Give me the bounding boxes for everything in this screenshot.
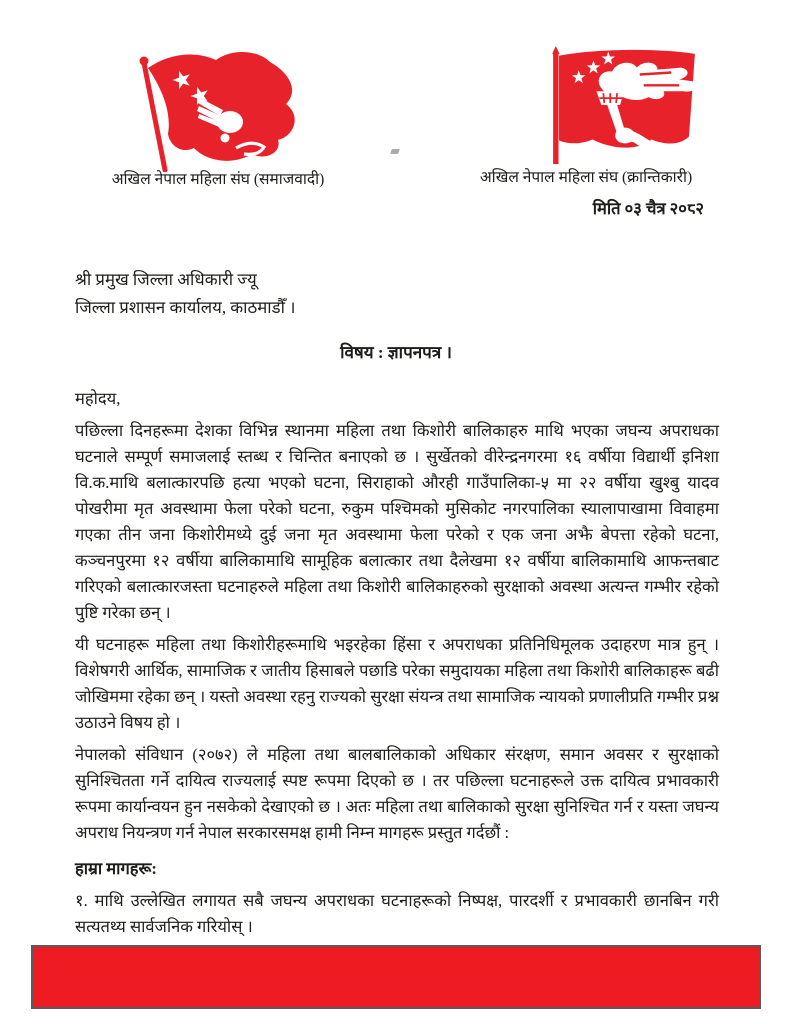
right-org-caption: अखिल नेपाल महिला संघ (क्रान्तिकारी): [479, 169, 693, 186]
paragraph-1: पछिल्ला दिनहरूमा देशका विभिन्न स्थानमा महिला तथा किशोरी बालिकाहरु माथि भएका जघन्य अपराधका घटनाले सम्पूर्ण समाजलाई स्तब्ध र चिन्तित बनाएको छ । सुर्खेतको वीरेन्द्रनगरमा १६ वर्षीया विद्यार्थी इनिशा वि.क.माथि बलात्कारपछि हत्या भएको घटना, सिराहाको औरही गाउँपालिका-५ मा २२ वर्षीया खुश्बु यादव पोखरीमा मृत अवस्थामा फेला परेको घटना, रुकुम पश्चिमको मुसिकोट नगरपालिका स्यालापाखामा विवाहमा गएका तीन जना किशोरीमध्ये दुई जना मृत अवस्थामा फेला परेको र एक जना अझै बेपत्ता रहेको घटना, कञ्चनपुरमा १२ वर्षीया बालिकामाथि सामूहिक बलात्कार तथा दैलेखमा १२ वर्षीया बालिकामाथि आफन्तबाट गरिएको बलात्कारजस्ता घटनाहरुले महिला तथा किशोरी बालिकाहरुको सुरक्षाको अवस्था अत्यन्त गम्भीर रहेको पुष्टि गरेका छन् ।: [75, 421, 719, 622]
demand-item-1: १. माथि उल्लेखित लगायत सबै जघन्य अपराधका घटनाहरूको निष्पक्ष, पारदर्शी र प्रभावकारी छानबिन गरी सत्यतथ्य सार्वजनिक गरियोस् ।: [75, 891, 719, 936]
left-org-caption: अखिल नेपाल महिला संघ (समाजवादी): [111, 171, 325, 188]
date-line: मिति ०३ चैत्र २०८२: [592, 199, 704, 218]
paragraph-3: नेपालको संविधान (२०७२) ले महिला तथा बालबालिकाको अधिकार संरक्षण, समान अवसर र सुरक्षाको सुनिश्चितता गर्ने दायित्व राज्यलाई स्पष्ट रूपमा दिएको छ । तर पछिल्ला घटनाहरूले उक्त दायित्व प्रभावकारी रूपमा कार्यान्वयन हुन नसकेको देखाएको छ । अतः महिला तथा बालिकाको सुरक्षा सुनिश्चित गर्न र यस्ता जघन्य अपराध नियन्त्रण गर्न नेपाल सरकारसमक्ष हामी निम्न मागहरू प्रस्तुत गर्दछौं :: [75, 745, 719, 842]
paragraph-2: यी घटनाहरू महिला तथा किशोरीहरूमाथि भइरहेका हिंसा र अपराधका प्रतिनिधिमूलक उदाहरण मात्र हुन् । विशेषगरी आर्थिक, सामाजिक र जातीय हिसाबले पछाडि परेका समुदायका महिला तथा किशोरी बालिकाहरू बढी जोखिममा रहेका छन् । यस्तो अवस्था रहनु राज्यको सुरक्षा संयन्त्र तथा सामाजिक न्यायको प्रणालीप्रति गम्भीर प्रश्न उठाउने विषय हो ।: [75, 635, 719, 732]
scan-smudge-mark: [390, 149, 400, 154]
addressee-line-1: श्री प्रमुख जिल्ला अधिकारी ज्यू: [75, 270, 257, 289]
salutation: महोदय,: [75, 389, 121, 408]
left-flag-icon: [128, 48, 310, 172]
demands-heading: हाम्रा मागहरू:: [75, 859, 157, 878]
addressee-block: [75, 266, 296, 322]
right-flag-icon: [540, 42, 708, 168]
bottom-red-banner: [31, 945, 761, 1009]
letter-body: [75, 386, 719, 946]
subject-line: विषय : ज्ञापनपत्र ।: [340, 343, 452, 362]
addressee-line-2: जिल्ला प्रशासन कार्यालय, काठमाडौँ ।: [75, 298, 296, 317]
